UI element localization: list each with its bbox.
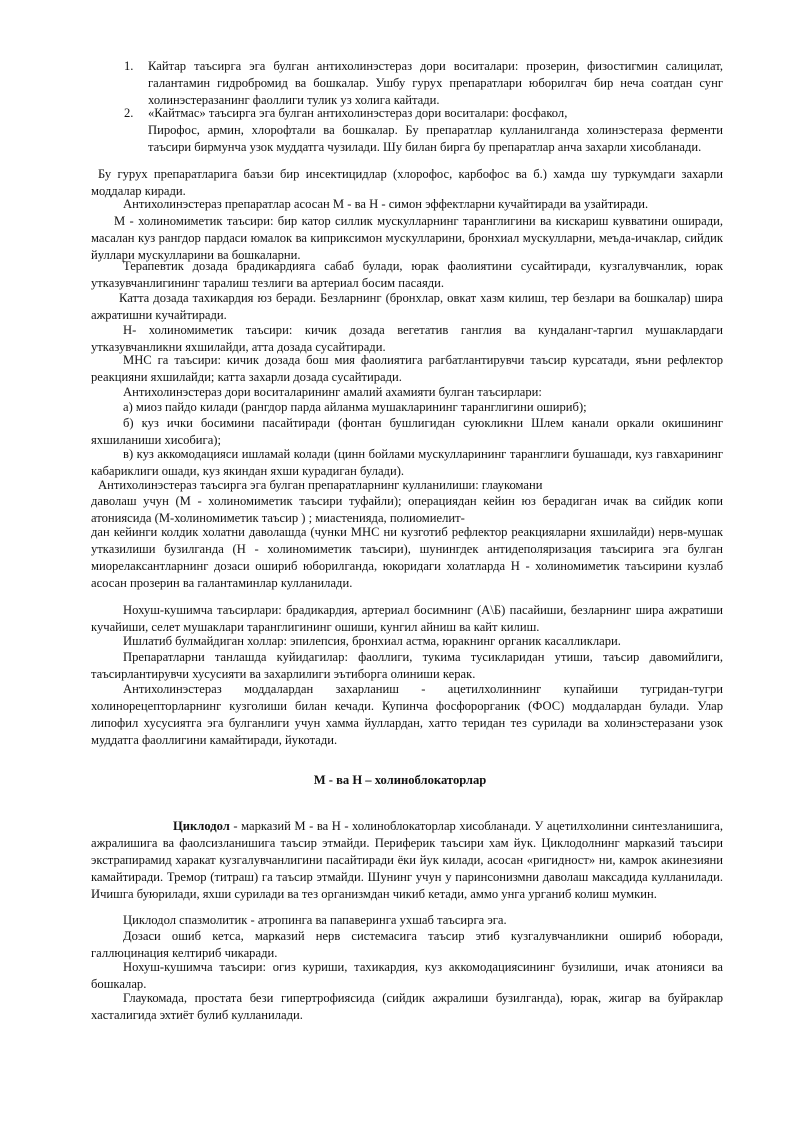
term-cyclodol: Циклодол: [173, 819, 230, 833]
paragraph: Нохуш-кушимча таъсири: огиз куриши, тахикардия, куз аккомодациясининг бузилиши, ичак атонияси ва бошкалар.: [91, 960, 723, 991]
paragraph: Антихолинэстераз моддалардан захарланиш - ацетилхолиннинг купайиши тугридан-тугри холинорецепторларнинг кузголиши билан кечади. Купинча фосфорорганик (ФОС) моддалардан булади. Улар липофил хусусиятга эга булганлиги учун хамма йуллардан, хатто теридан тез сурилади ва холинэстеразани узок муддатга фаоллигини камайтиради, йукотади.: [91, 682, 723, 747]
paragraph: Бу гурух препаратларига баъзи бир инсектицидлар (хлорофос, карбофос ва б.) хамда шу туркумдаги захарли моддалар киради.: [91, 167, 723, 198]
paragraph: Нохуш-кушимча таъсирлари: брадикардия, артериал босимнинг (А\Б) пасайиши, безларнинг шира ажратиши кучайиши, селет мушаклари таранглигининг ошиши, кунгил айниш ва кайт килиш.: [91, 603, 723, 634]
section-heading: М - ва Н – холиноблокаторлар: [313, 773, 487, 787]
paragraph: Терапевтик дозада брадикардияга сабаб булади, юрак фаолиятини сусайтиради, кузгалувчанлик, юрак утказувчанлигининг таралиш тезлиги ва артериал босим пасаяди.: [91, 259, 723, 290]
paragraph: [91, 818, 723, 903]
paragraph: Препаратларни танлашда куйидагилар: фаоллиги, тукима тусикларидан утиши, таъсир давомийлиги, таъсирлантирувчи хусусияти ва захарлилиги эътиборга олиниши керак.: [91, 650, 723, 681]
paragraph: Н- холиномиметик таъсири: кичик дозада вегетатив ганглия ва кундаланг-таргил мушаклардаги утказувчанликни яхшилайди, атта дозада сусайтиради.: [91, 323, 723, 354]
list-item-continuation: Пирофос, армин, хлорофтали ва бошкалар. Бу препаратлар кулланилганда холинэстераза ферменти таъсири бирмунча узок муддатга чузилади. Шу билан бирга бу препаратлар анча захарли хисобланади.: [148, 123, 723, 154]
paragraph: Антихолинэстераз препаратлар асосан М - ва Н - симон эффектларни кучайтиради ва узайтиради.: [123, 197, 649, 211]
paragraph: б) куз ички босимини пасайтиради (фонтан бушлигидан суюкликни Шлем канали оркали окишининг яхшиланиши хисобига);: [91, 416, 723, 447]
list-item: «Кайтмас» таъсирга эга булган антихолинэстераз дори воситалари: фосфакол,: [148, 106, 568, 120]
list-number: 2.: [124, 106, 134, 120]
paragraph: Антихолинэстераз таъсирга эга булган препаратларнинг кулланилиши: глаукомани: [98, 478, 543, 492]
paragraph: дан кейинги колдик холатни даволашда (чунки МНС ни кузготиб рефлектор реакцияларни яхшилайди) нерв-мушак утказилиши бузилганда (Н - холиномиметик таъсири), шунингдек антидеполяризация таъсирига эга булган миорелаксантларнинг дозаси ошириб юборилганда, юкоридаги холатларда Н - холиномиметик таъсирини кузлаб асосан прозерин ва галантаминлар кулланилади.: [91, 525, 723, 590]
paragraph: МНС га таъсири: кичик дозада бош мия фаолиятига рагбатлантирувчи таъсир курсатади, яъни рефлектор реакцияни яхшилайди; катта захарли дозада сусайтиради.: [91, 353, 723, 384]
paragraph: Циклодол спазмолитик - атропинга ва папаверинга ухшаб таъсирга эга.: [123, 913, 507, 927]
paragraph: Ишлатиб булмайдиган холлар: эпилепсия, бронхиал астма, юракнинг органик касалликлари.: [123, 634, 621, 648]
paragraph: даволаш учун (М - холиномиметик таъсири туфайли); операциядан кейин юз берадиган ичак ва сийдик копи атониясида (М-холиномиметик таъсир ) ; миастенияда, полиомиелит-: [91, 494, 723, 525]
paragraph: Дозаси ошиб кетса, марказий нерв системасига таъсир этиб кузгалувчанликни ошириб юборади, галлюцинация келтириб чикаради.: [91, 929, 723, 960]
paragraph: в) куз аккомодацияси ишламай колади (цинн бойлами мускулларининг таранглиги бушашади, куз гавхарининг кабариклиги ошади, куз якиндан яхши курадиган булади).: [91, 447, 723, 478]
paragraph: а) миоз пайдо килади (рангдор парда айланма мушакларининг таранглигини ошириб);: [123, 400, 587, 414]
paragraph: Катта дозада тахикардия юз беради. Безларнинг (бронхлар, овкат хазм килиш, тер безлари ва бошкалар) шира ажратишни кучайтиради.: [91, 291, 723, 322]
paragraph: Антихолинэстераз дори воситаларининг амалий ахамияти булган таъсирлари:: [123, 385, 542, 399]
paragraph: Глаукомада, простата бези гипертрофиясида (сийдик ажралиши бузилганда), юрак, жигар ва буйраклар хасталигида эхтиёт булиб кулланилади.: [91, 991, 723, 1022]
list-item: Кайтар таъсирга эга булган антихолинэстераз дори воситалари: прозерин, физостигмин салицилат, галантамин гидробромид ва бошкалар. Ушбу гурух препаратлари юборилгач бир неча соатдан сунг холинэстеразанинг фаоллиги тулик уз холига кайтади.: [148, 59, 723, 107]
list-number: 1.: [124, 59, 134, 73]
paragraph: М - холиномиметик таъсири: бир катор силлик мускулларнинг таранглигини ва кискариш кувватини оширади, масалан куз рангдор пардаси юмалок ва киприксимон мускулларини, бронхиал мускулларни, меъда-ичаклар, сийдик йуллари мускулларини ва бошкаларни.: [91, 214, 723, 262]
paragraph-text: - марказий М - ва Н - холиноблокаторлар хисобланади. У ацетилхолинни синтезланишига, ажралишига ва фаолсизланишига таъсир этмайди. Периферик таъсири хам йук. Циклодолнинг марказий таъсири экстрапирамид харакат кузгалувчанлигини пасайтиради ёки йук килади, асосан «ригидност» ни, камрок акинезияни камайтиради. Тремор (титраш) га таъсир этмайди. Шунинг учун у паринсонизмни даволаш максадида кулланилади. Ичишга буюрилади, яхши сурилади ва тез организмдан чикиб кетади, аммо унга урганиб колиш мумкин.: [91, 819, 723, 901]
